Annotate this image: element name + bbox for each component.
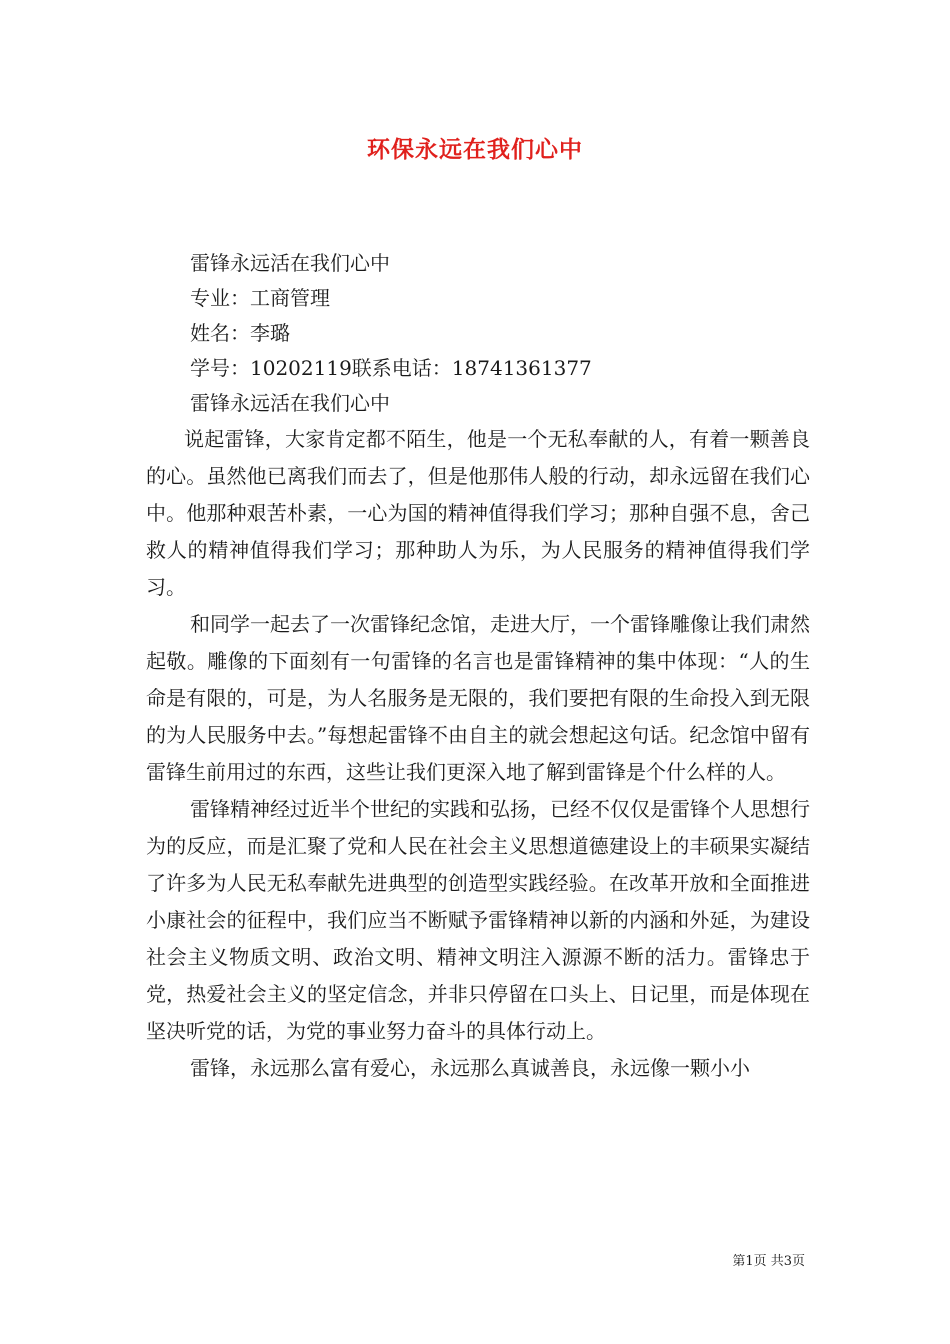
- essay-heading-line: 雷锋永远活在我们心中: [190, 391, 390, 415]
- subtitle-line: 雷锋永远活在我们心中: [190, 251, 390, 275]
- page-number-footer: 第1页 共3页: [732, 1254, 805, 1269]
- major-line: 专业：工商管理: [190, 286, 330, 310]
- paragraph-3: 雷锋精神经过近半个世纪的实践和弘扬，已经不仅仅是雷锋个人思想行为的反应，而是汇聚了党和人民在社会主义思想道德建设上的丰硕果实凝结了许多为人民无私奉献先进典型的创造型实践经验。在改革开放和全面推进小康社会的征程中，我们应当不断赋予雷锋精神以新的内涵和外延，为建设社会主义物质文明、政治文明、精神文明注入源源不断的活力。雷锋忠于党，热爱社会主义的坚定信念，并非只停留在口头上、日记里，而是体现在坚决听党的话，为党的事业努力奋斗的具体行动上。: [146, 797, 810, 1043]
- name-line: 姓名：李璐: [190, 321, 290, 345]
- document-body: [146, 246, 810, 1087]
- document-title: 环保永远在我们心中: [367, 136, 583, 163]
- student-id-phone-line: 学号：10202119联系电话：18741361377: [190, 356, 592, 380]
- paragraph-1: 说起雷锋，大家肯定都不陌生，他是一个无私奉献的人，有着一颗善良的心。虽然他已离我们而去了，但是他那伟人般的行动，却永远留在我们心中。他那种艰苦朴素，一心为国的精神值得我们学习；那种自强不息，舍己救人的精神值得我们学习；那种助人为乐，为人民服务的精神值得我们学习。: [146, 427, 810, 599]
- paragraph-4: 雷锋，永远那么富有爱心，永远那么真诚善良，永远像一颗小小: [190, 1056, 750, 1080]
- paragraph-2: 和同学一起去了一次雷锋纪念馆，走进大厅，一个雷锋雕像让我们肃然起敬。雕像的下面刻有一句雷锋的名言也是雷锋精神的集中体现：“人的生命是有限的，可是，为人名服务是无限的，我们要把有限的生命投入到无限的为人民服务中去。”每想起雷锋不由自主的就会想起这句话。纪念馆中留有雷锋生前用过的东西，这些让我们更深入地了解到雷锋是个什么样的人。: [146, 612, 810, 784]
